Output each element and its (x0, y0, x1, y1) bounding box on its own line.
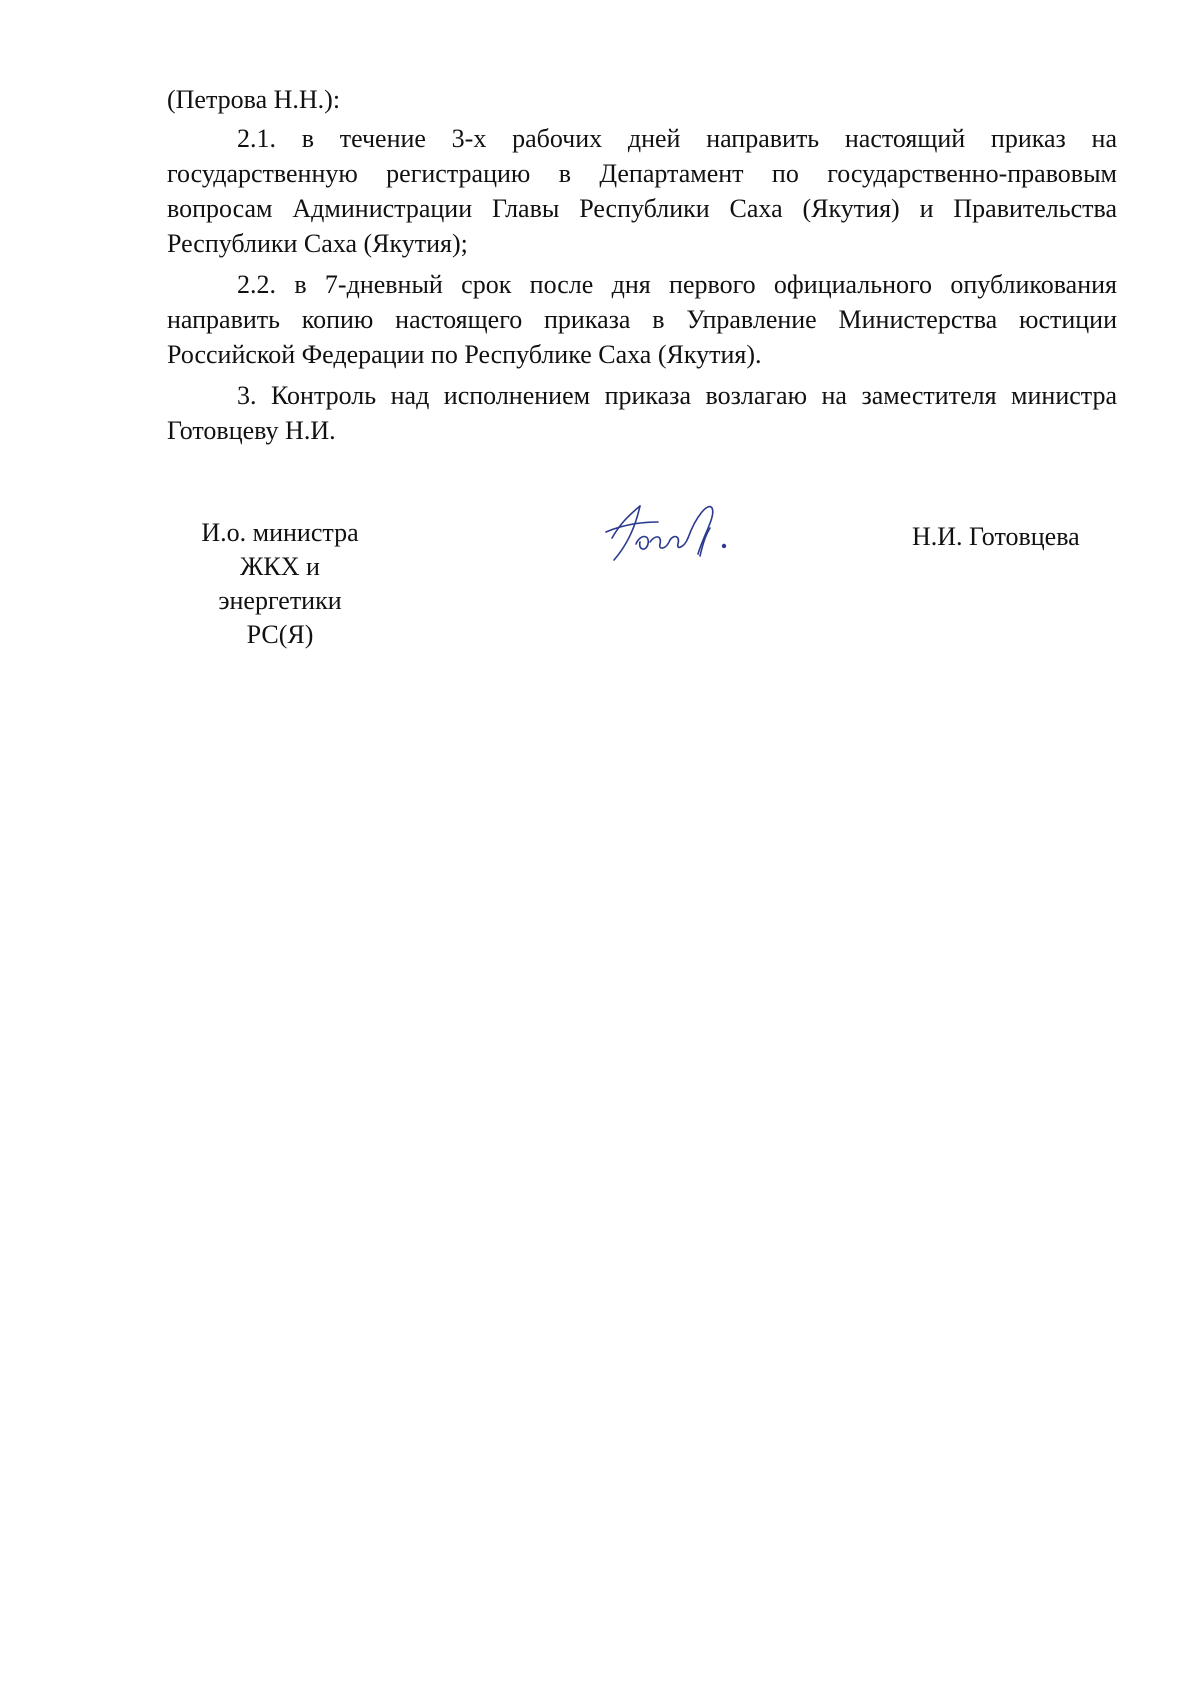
signer-position (180, 516, 380, 652)
position-line: ЖКХ и (240, 552, 320, 581)
paragraph-2-1: 2.1. в течение 3-х рабочих дней направить настоящий приказ на государственную регистрацию в Департамент по государственно-правовым вопросам Администрации Главы Республики Саха (Якутия) и Правительства Республики Саха (Якутия); (167, 124, 1117, 258)
position-line: И.о. министра (201, 518, 359, 547)
paragraph-responsible: (Петрова Н.Н.): (167, 85, 341, 114)
paragraph-3: 3. Контроль над исполнением приказа возлагаю на заместителя министра Готовцеву Н.И. (167, 381, 1117, 445)
document-body (167, 82, 1117, 454)
position-line: РС(Я) (246, 620, 314, 649)
position-line: энергетики (218, 586, 342, 615)
handwritten-signature (600, 494, 760, 574)
paragraph-2-2: 2.2. в 7-дневный срок после дня первого официального опубликования направить копию настоящего приказа в Управление Министерства юстиции Российской Федерации по Республике Саха (Якутия). (167, 270, 1117, 369)
signer-name: Н.И. Готовцева (912, 522, 1080, 551)
